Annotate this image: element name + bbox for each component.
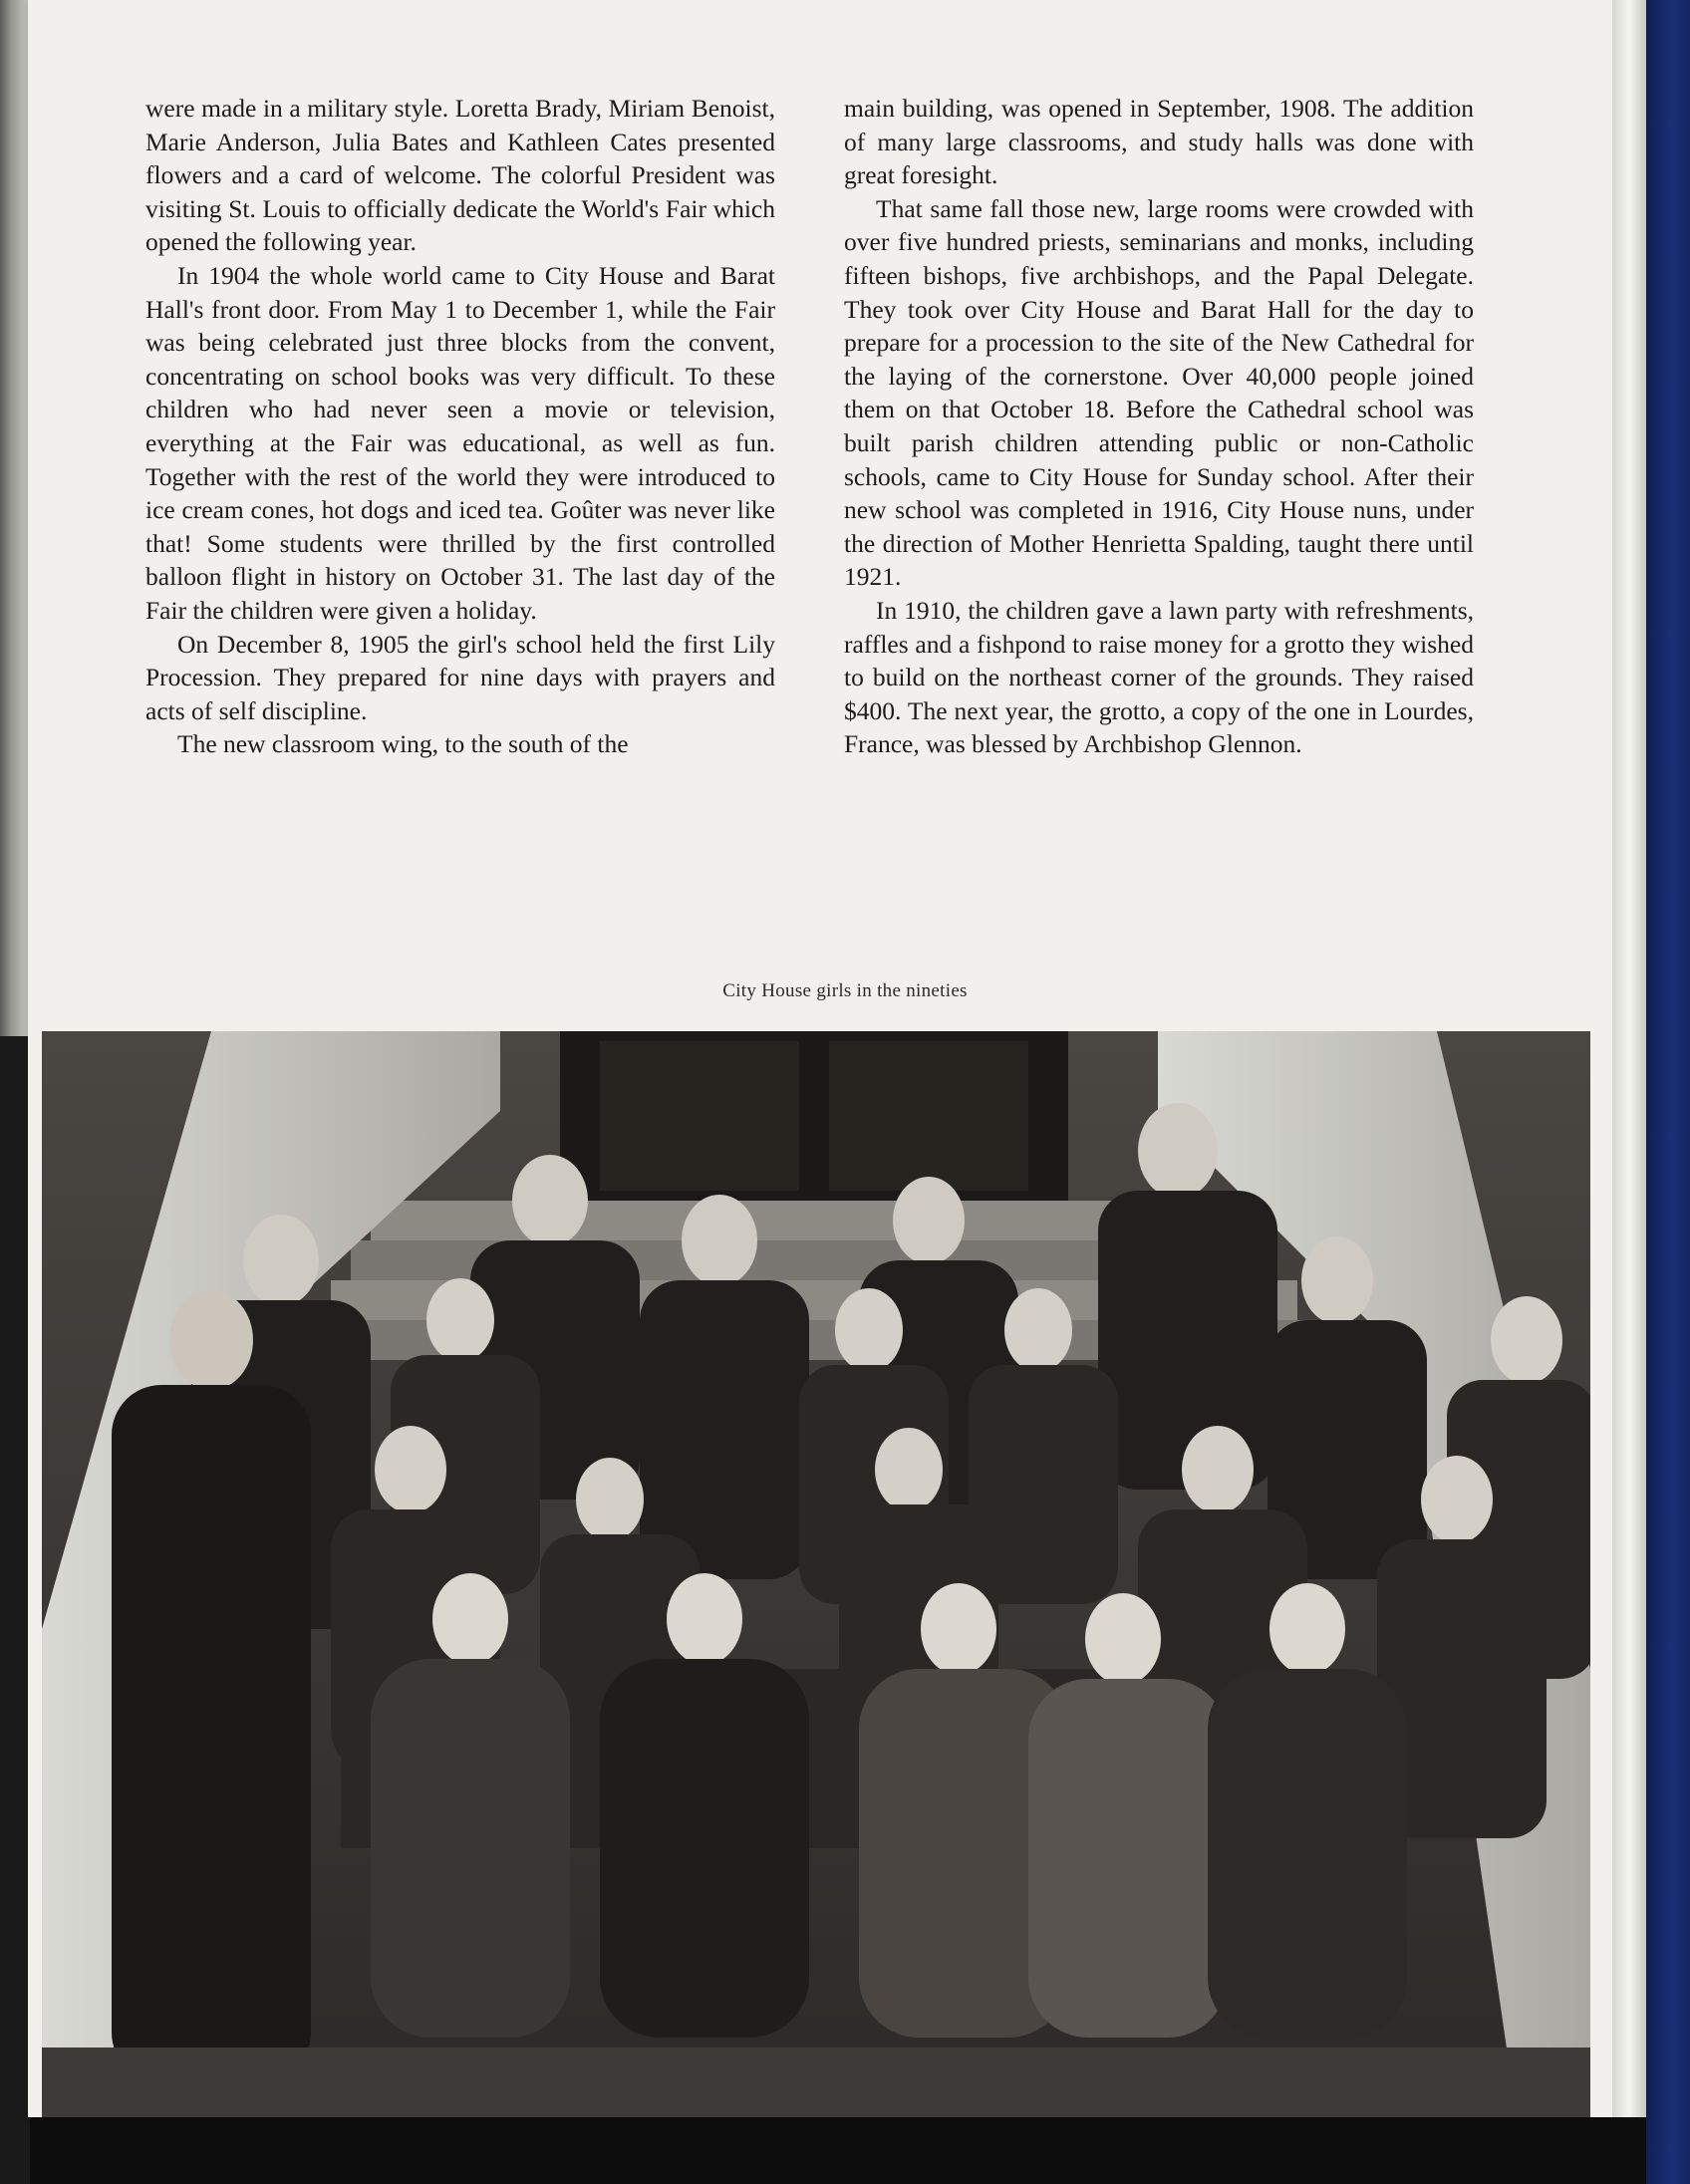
paragraph: In 1910, the children gave a lawn party with refreshments, raffles and a fishpond to raise money for a grotto they wished to build on the northeast corner of the grounds. They raised $400. The next year, the grotto, a copy of the one in Lourdes, France, was blessed by Archbishop Glennon. — [844, 595, 1474, 759]
left-text-column — [145, 92, 775, 761]
paragraph: On December 8, 1905 the girl's school held the first Lily Procession. They prepared for nine days with prayers and acts of self discipline. — [145, 629, 775, 725]
photo-caption: City House girls in the nineties — [722, 980, 968, 1001]
group-photograph — [42, 1031, 1590, 2117]
page-stack-edge — [1612, 0, 1646, 2117]
paragraph: were made in a military style. Loretta Brady, Miriam Benoist, Marie Anderson, Julia Bates and Kathleen Cates presented flowers and a card of welcome. The colorful President was visiting St. Louis to officially dedicate the World's Fair which opened the following year. — [145, 94, 775, 257]
adjacent-page-edge — [0, 0, 30, 1036]
adjacent-page-shadow — [0, 1036, 30, 2184]
right-text-column — [844, 92, 1474, 761]
paragraph: That same fall those new, large rooms were crowded with over five hundred priests, seminarians and monks, including fifteen bishops, five archbishops, and the Papal Delegate. They took over City House and Barat Hall for the day to prepare for a procession to the site of the New Cathedral for the laying of the cornerstone. Over 40,000 people joined them on that October 18. Before the Cathedral school was built parish children attending public or non-Catholic schools, came to City House for Sunday school. After their new school was completed in 1916, City House nuns, under the direction of Mother Henrietta Spalding, taught there until 1921. — [844, 193, 1474, 592]
paragraph: The new classroom wing, to the south of the — [177, 729, 629, 759]
paragraph: main building, was opened in September, 1908. The addition of many large classrooms, and study halls was done with great foresight. — [844, 94, 1474, 190]
photo-illustration — [42, 1031, 1590, 2117]
book-cover-edge — [1646, 0, 1690, 2184]
paragraph: In 1904 the whole world came to City House and Barat Hall's front door. From May 1 to December 1, while the Fair was being celebrated just three blocks from the convent, concentrating on school books was very difficult. To these children who had never seen a movie or television, everything at the Fair was educational, as well as fun. Together with the rest of the world they were introduced to ice cream cones, hot dogs and iced tea. Goûter was never like that! Some students were thrilled by the first controlled balloon flight in history on October 31. The last day of the Fair the children were given a holiday. — [145, 260, 775, 625]
